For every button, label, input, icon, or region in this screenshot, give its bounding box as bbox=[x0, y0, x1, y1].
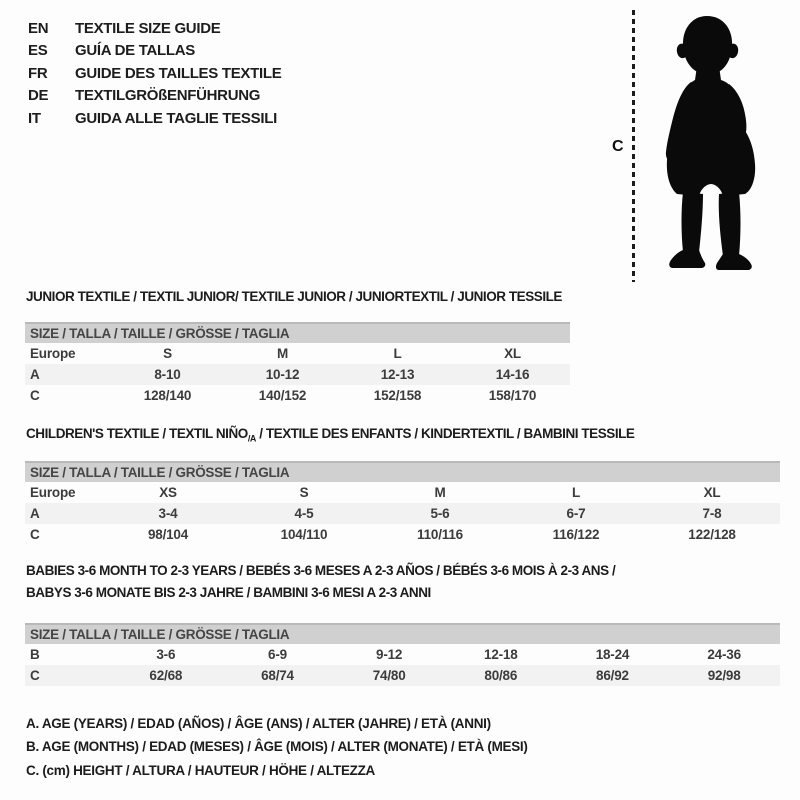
size-cell: 3-4 bbox=[158, 506, 178, 521]
row-label-cell: A bbox=[30, 506, 40, 521]
table-row bbox=[25, 665, 780, 686]
babies-heading-line1: BABIES 3-6 MONTH TO 2-3 YEARS / BEBÉS 3-6 MESES A 2-3 AÑOS / BÉBÉS 3-6 MOIS À 2-3 ANS / bbox=[26, 563, 616, 578]
size-cell: 98/104 bbox=[147, 527, 189, 542]
lang-title: GUIDE DES TAILLES TEXTILE bbox=[75, 64, 282, 82]
footnote-a: A. AGE (YEARS) / EDAD (AÑOS) / ÂGE (ANS) / ALTER (JAHRE) / ETÀ (ANNI) bbox=[26, 716, 491, 731]
size-cell: 18-24 bbox=[595, 647, 630, 662]
size-cell: 104/110 bbox=[280, 527, 328, 542]
table-row bbox=[25, 364, 570, 385]
size-cell: 3-6 bbox=[156, 647, 176, 662]
junior-section bbox=[25, 322, 570, 406]
table-row bbox=[25, 524, 780, 545]
size-cell: M bbox=[276, 346, 289, 361]
lang-title: TEXTILGRÖßENFÜHRUNG bbox=[75, 87, 261, 105]
row-label-cell: B bbox=[30, 647, 40, 662]
size-cell: XL bbox=[703, 485, 721, 500]
size-cell: 62/68 bbox=[149, 668, 183, 683]
size-cell: 24-36 bbox=[707, 647, 741, 662]
size-cell: S bbox=[163, 346, 172, 361]
lang-row-fr bbox=[28, 62, 281, 85]
size-header-label: SIZE / TALLA / TAILLE / GRÖSSE / TAGLIA bbox=[30, 627, 290, 642]
toddler-silhouette-image bbox=[644, 6, 778, 282]
row-label-cell: Europe bbox=[30, 485, 76, 500]
table-row bbox=[25, 482, 780, 503]
lang-row-en bbox=[28, 17, 281, 40]
size-cell: 14-16 bbox=[495, 367, 530, 382]
size-cell: L bbox=[393, 346, 402, 361]
children-section bbox=[25, 461, 780, 545]
children-size-table bbox=[25, 482, 780, 545]
lang-row-it bbox=[28, 107, 281, 130]
size-cell: L bbox=[571, 485, 581, 500]
lang-title: GUÍA DE TALLAS bbox=[75, 42, 195, 60]
junior-size-table bbox=[25, 343, 570, 406]
language-title-list bbox=[28, 17, 281, 130]
size-cell: M bbox=[434, 485, 446, 500]
size-cell: 12-18 bbox=[484, 647, 518, 662]
size-cell: XL bbox=[504, 346, 521, 361]
lang-code: IT bbox=[28, 109, 41, 127]
lang-code: ES bbox=[28, 42, 48, 60]
junior-section-heading: JUNIOR TEXTILE / TEXTIL JUNIOR/ TEXTILE JUNIOR / JUNIORTEXTIL / JUNIOR TESSILE bbox=[26, 289, 562, 304]
size-cell: 158/170 bbox=[488, 388, 537, 403]
size-header-bar bbox=[25, 461, 780, 482]
row-label-cell: C bbox=[30, 388, 40, 403]
row-label-cell: C bbox=[30, 527, 40, 542]
size-cell: 5-6 bbox=[430, 506, 450, 521]
size-header-label: SIZE / TALLA / TAILLE / GRÖSSE / TAGLIA bbox=[30, 465, 290, 480]
size-cell: 80/86 bbox=[484, 668, 518, 683]
size-header-bar bbox=[25, 623, 780, 644]
size-cell: 128/140 bbox=[143, 388, 192, 403]
table-row bbox=[25, 385, 570, 406]
row-label-cell: Europe bbox=[30, 346, 76, 361]
size-cell: XS bbox=[159, 485, 177, 500]
size-header-label: SIZE / TALLA / TAILLE / GRÖSSE / TAGLIA bbox=[30, 326, 290, 341]
size-cell: 140/152 bbox=[258, 388, 307, 403]
size-cell: 12-13 bbox=[380, 367, 415, 382]
size-cell: 110/116 bbox=[417, 527, 463, 542]
children-heading-subscript: /A bbox=[247, 433, 256, 444]
size-cell: 6-7 bbox=[566, 506, 586, 521]
lang-title: TEXTILE SIZE GUIDE bbox=[75, 19, 221, 37]
lang-row-de bbox=[28, 85, 281, 108]
lang-code: DE bbox=[28, 87, 49, 105]
size-cell: 9-12 bbox=[376, 647, 403, 662]
height-measure-label: C bbox=[612, 138, 624, 155]
lang-title: GUIDA ALLE TAGLIE TESSILI bbox=[75, 109, 277, 127]
size-header-bar bbox=[25, 322, 570, 343]
lang-code: FR bbox=[28, 64, 48, 82]
size-cell: 122/128 bbox=[688, 527, 736, 542]
size-cell: 68/74 bbox=[261, 668, 294, 683]
babies-heading-line2: BABYS 3-6 MONATE BIS 2-3 JAHRE / BAMBINI 3-6 MESI A 2-3 ANNI bbox=[26, 585, 431, 600]
row-label-cell: C bbox=[30, 668, 40, 683]
footnote-b: B. AGE (MONTHS) / EDAD (MESES) / ÂGE (MOIS) / ALTER (MONATE) / ETÀ (MESI) bbox=[26, 739, 528, 755]
children-heading-text: / TEXTILE DES ENFANTS / KINDERTEXTIL / BAMBINI TESSILE bbox=[255, 426, 635, 441]
size-cell: 152/158 bbox=[373, 388, 422, 403]
babies-section bbox=[25, 623, 780, 686]
size-cell: 86/92 bbox=[596, 668, 629, 683]
size-cell: 116/122 bbox=[552, 527, 600, 542]
size-cell: 10-12 bbox=[265, 367, 300, 382]
size-cell: 74/80 bbox=[372, 668, 406, 683]
size-guide-figure bbox=[600, 0, 790, 290]
lang-row-es bbox=[28, 40, 281, 63]
row-label-cell: A bbox=[30, 367, 40, 382]
size-cell: S bbox=[299, 485, 309, 500]
size-cell: 92/98 bbox=[707, 668, 741, 683]
babies-size-table bbox=[25, 644, 780, 686]
table-row bbox=[25, 343, 570, 364]
babies-section-heading bbox=[26, 560, 615, 604]
footnotes-block bbox=[26, 712, 528, 782]
height-dotted-line bbox=[632, 10, 635, 282]
size-cell: 4-5 bbox=[294, 506, 314, 521]
children-section-heading bbox=[26, 426, 634, 447]
size-cell: 7-8 bbox=[702, 506, 722, 521]
table-row bbox=[25, 503, 780, 524]
lang-code: EN bbox=[28, 19, 49, 37]
footnote-c: C. (cm) HEIGHT / ALTURA / HAUTEUR / HÖHE / ALTEZZA bbox=[26, 762, 375, 778]
table-row bbox=[25, 644, 780, 665]
size-cell: 6-9 bbox=[268, 647, 287, 662]
size-cell: 8-10 bbox=[154, 367, 181, 382]
children-heading-text: CHILDREN'S TEXTILE / TEXTIL NIÑO bbox=[26, 426, 248, 441]
